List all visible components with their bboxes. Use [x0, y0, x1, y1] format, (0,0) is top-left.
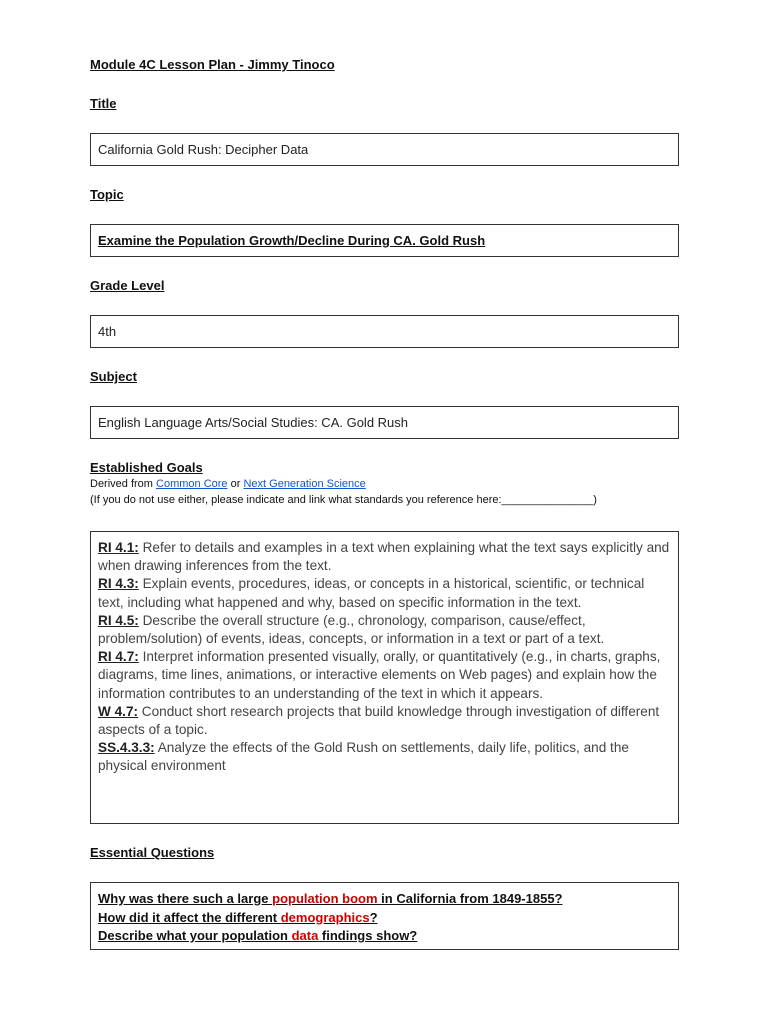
title-label: Title — [90, 96, 117, 111]
q2-highlight: demographics — [280, 909, 370, 925]
standard-text: Conduct short research projects that build knowledge through investigation of different aspects of a topic. — [98, 703, 660, 738]
standard-text: Explain events, procedures, ideas, or concepts in a historical, scientific, or technical text, including what happened and why, based on specific information in the text. — [98, 576, 645, 610]
ngss-link[interactable]: Next Generation Science — [243, 478, 366, 490]
common-core-link[interactable]: Common Core — [156, 478, 228, 490]
standard-code: SS.4.3.3: — [98, 740, 155, 756]
subject-value: English Language Arts/Social Studies: CA. Gold Rush — [98, 415, 409, 430]
standard-code: W 4.7: — [98, 703, 139, 719]
standard-item — [98, 576, 644, 609]
q1-text: Why was there such a large — [98, 891, 273, 906]
grade-level-label: Grade Level — [90, 278, 165, 293]
essential-questions-label: Essential Questions — [90, 845, 215, 860]
document-title: Module 4C Lesson Plan - Jimmy Tinoco — [90, 57, 335, 72]
standard-item — [98, 649, 660, 700]
questions-box — [90, 882, 679, 950]
question-2 — [98, 909, 671, 928]
topic-label: Topic — [90, 187, 124, 202]
standards-box — [90, 531, 679, 824]
standard-item — [98, 740, 629, 773]
title-value: California Gold Rush: Decipher Data — [98, 142, 309, 157]
q2-text-end: ? — [369, 909, 378, 925]
question-3 — [98, 927, 671, 946]
standard-code: RI 4.5: — [98, 612, 139, 628]
title-box — [90, 133, 679, 166]
or-text: or — [227, 478, 244, 490]
grade-level-box — [90, 315, 679, 348]
standards-note: (If you do not use either, please indicate and link what standards you reference here:_______________) — [90, 494, 597, 506]
standard-text: Describe the overall structure (e.g., chronology, comparison, cause/effect, problem/solution) of events, ideas, concepts, or information in a text or part of a text. — [98, 612, 605, 647]
subject-box — [90, 406, 679, 439]
standard-item — [98, 613, 604, 646]
standard-code: RI 4.1: — [98, 540, 139, 555]
standard-text: Analyze the effects of the Gold Rush on settlements, daily life, politics, and the physical environment — [98, 740, 629, 774]
q3-text-end: findings show? — [318, 928, 418, 943]
standard-code: RI 4.3: — [98, 576, 139, 592]
standard-code: RI 4.7: — [98, 649, 139, 665]
topic-value: Examine the Population Growth/Decline During CA. Gold Rush — [98, 233, 486, 248]
q3-highlight: data — [291, 928, 319, 943]
derived-from-line — [90, 478, 366, 490]
standard-item — [98, 704, 659, 737]
established-goals-label: Established Goals — [90, 460, 203, 475]
standard-item — [98, 540, 669, 573]
q3-text: Describe what your population — [98, 928, 292, 943]
q2-text: How did it affect the different — [98, 909, 281, 925]
topic-box — [90, 224, 679, 257]
standards-list — [91, 532, 678, 783]
subject-label: Subject — [90, 369, 137, 384]
standard-text: Interpret information presented visually, orally, or quantitatively (e.g., in charts, graphs, diagrams, time lines, animations, or interactive elements on Web pages) and explain how the information contributes to an understanding of the text in which it appears. — [98, 649, 661, 701]
question-1 — [98, 890, 671, 909]
derived-prefix: Derived from — [90, 478, 157, 490]
q1-highlight: population boom — [272, 891, 378, 906]
q1-text-end: in California from 1849-1855? — [377, 891, 563, 906]
grade-level-value: 4th — [98, 324, 117, 339]
standard-text: Refer to details and examples in a text when explaining what the text says explicitly and when drawing inferences from the text. — [98, 540, 670, 574]
